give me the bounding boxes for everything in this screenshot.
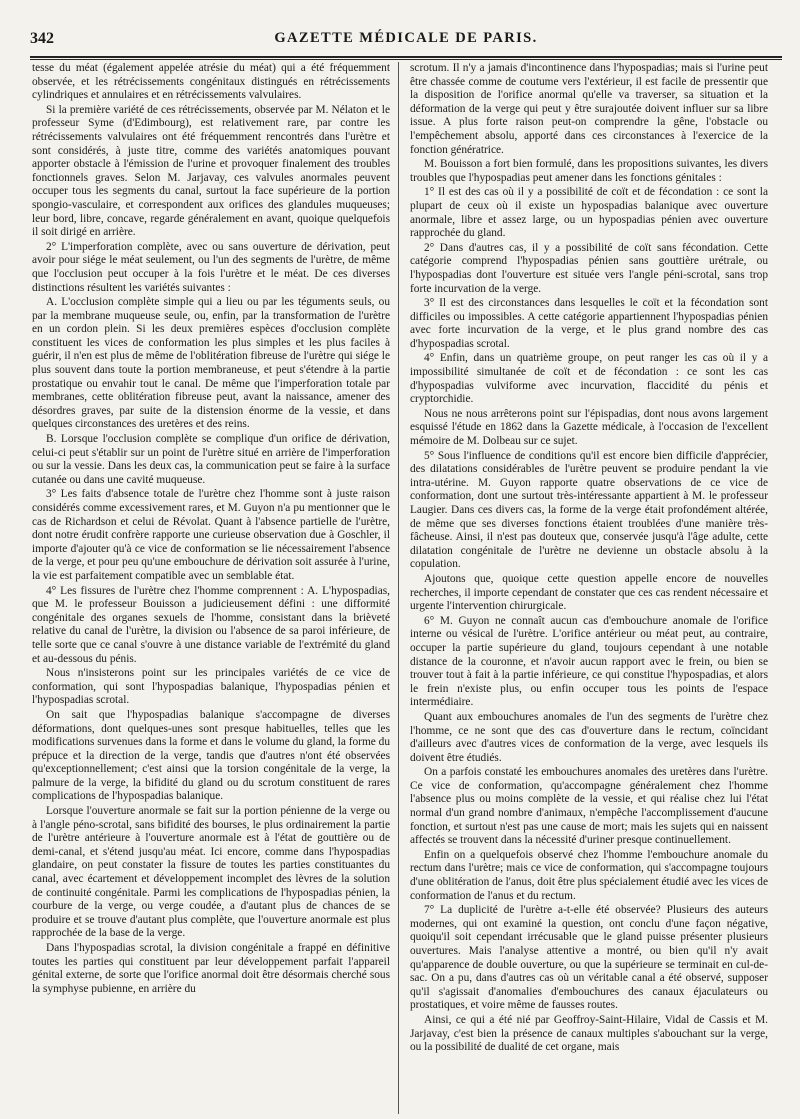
paragraph: 3° Il est des circonstances dans lesquelles le coït et la fécondation sont difficiles ou impossibles. A cette catégorie appartiennent l'hypospadias pénien avec forte incurvation de la verge, et le plus grand nombre des cas d'hypospadias scrotal. [410,297,768,350]
paragraph: 4° Les fissures de l'urètre chez l'homme comprennent : A. L'hypospadias, que M. le professeur Bouisson a judicieusement défini : une difformité congénitale des organes sexuels de l'homme, consistant dans la brièveté relative du canal de l'urètre, la division ou l'absence de sa paroi inférieure, de telle sorte que ce canal s'ouvre à une distance variable de l'extrémité du gland et au-dessous du pénis. [32,584,390,665]
paragraph: B. Lorsque l'occlusion complète se complique d'un orifice de dérivation, celui-ci peut s'établir sur un point de l'urètre situé en arrière de l'imperforation ou sur la vessie. Dans les deux cas, la communication peut se faire à la surface cutanée ou dans une cavité muqueuse. [32,433,390,486]
paragraph: 2° L'imperforation complète, avec ou sans ouverture de dérivation, peut avoir pour siége le méat seulement, ou l'un des segments de l'urètre, de même que l'occlusion peut occuper à la fois l'urètre et le méat. De ces diverses distinctions résultent les variétés suivantes : [32,240,390,294]
paragraph: Ainsi, ce qui a été nié par Geoffroy-Saint-Hilaire, Vidal de Cassis et M. Jarjavay, c'est bien la présence de canaux multiples s'abouchant sur la verge, ou la possibilité de dualité de cet organe, mais [410,1013,768,1054]
journal-title: GAZETTE MÉDICALE DE PARIS. [274,30,538,46]
paragraph: Ajoutons que, quoique cette question appelle encore de nouvelles recherches, il importe cependant de constater que ces cas rendent nécessaire et urgente l'intervention chirurgicale. [410,572,768,613]
paragraph: scrotum. Il n'y a jamais d'incontinence dans l'hypospadias; mais si l'urine peut être chassée comme de coutume vers l'extérieur, il est facile de pressentir que la disposition de l'orifice anormal qu'elle va traverser, sa situation et la déformation de la verge qui peut y être surajoutée doivent influer sur sa libre issue. A plus forte raison peut-on comprendre la gêne, l'obstacle ou l'empêchement absolu, apporté dans ces circonstances à l'exercice de la fonction génératrice. [410,62,768,156]
paragraph: On a parfois constaté les embouchures anomales des uretères dans l'urètre. Ce vice de conformation, qu'accompagne généralement chez l'homme l'absence plus ou moins complète de la vessie, et qui réalise chez lui l'état normal d'un grand nombre d'animaux, n'empêche l'accomplissement d'aucune fonction, et surtout n'est pas une cause de mort; mais les sujets qui en naissent affectés se trouvent dans la nécessité d'uriner presque continuellement. [410,766,768,847]
left-column [32,62,390,1114]
paragraph: 4° Enfin, dans un quatrième groupe, on peut ranger les cas où il y a impossibilité simultanée de coït et de fécondation : ce sont les cas d'hypospadias vulviforme avec incurvation, flaccidité du pénis et cryptorchidie. [410,352,768,406]
paragraph: A. L'occlusion complète simple qui a lieu ou par les téguments seuls, ou par la membrane muqueuse seule, ou, enfin, par la transformation de l'urètre en un cordon plein. Si les deux premières espèces d'occlusion complète constituent les vices de conformation les plus simples et les plus faciles à guérir, il n'en est plus de même de l'oblitération fibreuse de l'urètre qui siége le plus souvent dans toute la portion membraneuse, et peut s'étendre à la partie prostatique ou envahir tout le canal. De même que l'imperforation totale par membranes, cette oblitération fibreuse peut, avant la naissance, amener des désordres graves, par suite de la distension énorme de la vessie, et dans quelques circonstances des uretères et des reins. [32,296,390,431]
paragraph: 7° La duplicité de l'urètre a-t-elle été observée? Plusieurs des auteurs modernes, qui ont examiné la question, ont conclu d'une façon négative, quoiqu'il soit cependant irrécusable que le gland puisse présenter plusieurs ouvertures. Mais l'analyse attentive a montré, ou bien qu'il n'y avait qu'apparence de double ouverture, ou que la supérieure se terminait en cul-de-sac. On a pu, dans d'autres cas où un véritable canal a été observé, supposer qu'il s'agissait d'anomalies d'embouchures des canaux éjaculateurs ou prostatiques, et voire même de fausses routes. [410,904,768,1012]
right-column [410,62,768,1114]
paragraph: tesse du méat (également appelée atrésie du méat) qui a été fréquemment observée, et les rétrécissements congénitaux distingués en rétrécissements cylindriques et annulaires et en rétrécissements valvulaires. [32,62,390,102]
paragraph: On sait que l'hypospadias balanique s'accompagne de diverses déformations, dont quelques-unes sont presque habituelles, telles que les modifications survenues dans la forme et dans le volume du gland, la forme du prépuce et la direction de la verge, tandis que d'autres n'ont été observées qu'exceptionnellement; c'est ainsi que la torsion congénitale de la verge, la palmure de la verge, la bifidité du gland ou du scrotum constituent de rares complications de l'hypospadias balanique. [32,708,390,803]
paragraph: Enfin on a quelquefois observé chez l'homme l'embouchure anomale du rectum dans l'urètre; mais ce vice de conformation, qui s'accompagne toujours d'une oblitération de l'anus, doit être plus spécialement étudié avec les vices de conformation de l'anus et du rectum. [410,848,768,902]
paragraph: Dans l'hypospadias scrotal, la division congénitale a frappé en définitive toutes les parties qui constituent par leur développement parfait l'appareil génital externe, de sorte que l'orifice anormal doit être désormais cherché sous la symphyse pubienne, en arrière du [32,942,390,995]
paragraph: Quant aux embouchures anomales de l'un des segments de l'urètre chez l'homme, ce ne sont que des cas d'ouverture dans le rectum, coïncidant d'ailleurs avec d'autres vices de conformation de la verge, avec lesquels ils doivent être étudiés. [410,710,768,764]
paragraph: Lorsque l'ouverture anormale se fait sur la portion pénienne de la verge ou à l'angle péno-scrotal, sans bifidité des bourses, le plus ordinairement la partie de l'urètre antérieure à l'ouverture anormale est à l'état de gouttière ou de demi-canal, et s'étend jusqu'au méat. Ici encore, comme dans l'hypospadias glandaire, on peut constater la fissure de toutes les parties constituantes du canal, avec écartement et développement incomplet des lèvres de la solution de continuité congénitale. Parmi les complications de l'hypospadias pénien, la courbure de la verge, ou verge coudée, a d'autant plus de chances de se produire et se trouve d'autant plus complète, que l'ouverture anormale est plus rapprochée de la base de la verge. [32,805,390,940]
paragraph: Nous n'insisterons point sur les principales variétés de ce vice de conformation, qui sont l'hypospadias balanique, l'hypospadias pénien et l'hypospadias scrotal. [32,667,390,707]
page-header [30,30,782,52]
header-rule [30,56,782,58]
paragraph: 6° M. Guyon ne connaît aucun cas d'embouchure anomale de l'orifice interne ou vésical de l'urètre. L'orifice antérieur ou méat peut, au contraire, occuper la partie supérieure du gland, toujours cependant à une notable distance de la couronne, et n'avoir aucun rapport avec le frein, ou bien se trouver tout à fait à la partie inférieure, ce qui constitue l'hypospadias, et alors le frein n'existe plus, ou enfin occuper tous les points de l'espace intermédiaire. [410,614,768,709]
header-rule-thin [30,59,782,60]
paragraph: Nous ne nous arrêterons point sur l'épispadias, dont nous avons largement esquissé l'étude en 1862 dans la Gazette médicale, à l'occasion de l'excellent mémoire de M. Dolbeau sur ce sujet. [410,407,768,448]
paragraph: 1° Il est des cas où il y a possibilité de coït et de fécondation : ce sont la plupart de ceux où il existe un hypospadias balanique avec ouverture anormale, libre et assez large, ou un hypospadias pénien avec ouverture rapprochée du gland. [410,186,768,240]
paragraph: M. Bouisson a fort bien formulé, dans les propositions suivantes, les divers troubles que l'hypospadias peut amener dans les fonctions génitales : [410,158,768,184]
paragraph: 3° Les faits d'absence totale de l'urètre chez l'homme sont à juste raison considérés comme excessivement rares, et M. Guyon n'a pu mentionner que le cas de Richardson et celui de Révolat. Quant à l'absence partielle de l'urètre, dont notre érudit confrère rapporte une curieuse observation due à Goschler, il importe d'ajouter qu'à ce vice de conformation se lie nécessairement l'absence de la verge, et pour peu qu'une embouchure de dérivation soit assurée à l'urine, la vie est parfaitement compatible avec un semblable état. [32,488,390,582]
paragraph: Si la première variété de ces rétrécissements, observée par M. Nélaton et le professeur Syme (d'Edimbourg), est relativement rare, par contre les rétrécissements valvulaires ont été fréquemment rencontrés dans l'urètre et sont considérés, à juste titre, comme des variétés anatomiques pouvant apporter obstacle à l'émission de l'urine et provoquer finalement des troubles fonctionnels graves. Selon M. Jarjavay, ces valvules anormales peuvent occuper tous les segments du canal, surtout la face supérieure de la portion spongio-vasculaire, et correspondent aux orifices des glandules muqueuses; leur bord, libre, concave, regarde généralement en avant, quoique quelquefois il soit dirigé en arrière. [32,103,390,239]
page-number: 342 [30,30,54,47]
paragraph: 5° Sous l'influence de conditions qu'il est encore bien difficile d'apprécier, des dilatations considérables de l'urètre peuvent se produire pendant la vie intra-utérine. M. Guyon rapporte quatre observations de ce vice de conformation, dont une surtout très-intéressante appartient à M. le professeur Laugier. Dans ces divers cas, la forme de la verge était profondément altérée, de même que ses diverses fonctions étaient troublées d'une manière très-fâcheuse. Ainsi, il n'est pas douteux que, conservée jusqu'à l'âge adulte, cette dilatation congénitale de l'urètre ne devienne un obstacle absolu à la copulation. [410,449,768,571]
column-divider [398,62,399,1114]
paragraph: 2° Dans d'autres cas, il y a possibilité de coït sans fécondation. Cette catégorie comprend l'hypospadias pénien sans gouttière urétrale, ou l'hypospadias dont l'ouverture est située vers l'angle péni-scrotal, sans trop forte incurvation de la verge. [410,241,768,295]
